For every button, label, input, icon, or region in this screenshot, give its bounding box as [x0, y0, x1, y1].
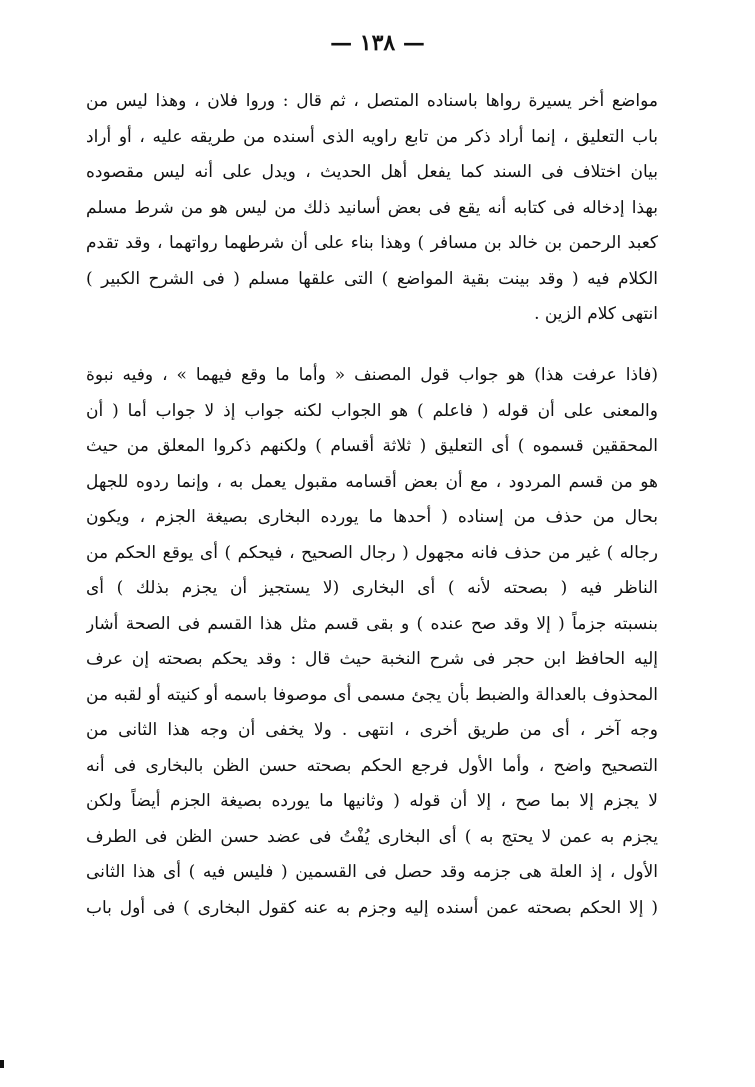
- paragraph-1: [86, 84, 658, 333]
- text-line: بيان اختلاف فى السند كما يفعل أهل الحديث ، ويدل على أنه ليس مقصوده: [86, 162, 658, 182]
- text-line: لا يجزم إلا بما صح ، إلا أن قوله ( وثانيها ما يورده بصيغة الجزم أيضاً ولكن: [86, 791, 658, 811]
- text-line: رجاله ) غير من حذف فانه مجهول ( رجال الصحيح ، فيحكم ) أى يوقع الحكم من: [86, 542, 658, 563]
- text-line: الكلام فيه ( وقد بينت بقية المواضع ) التى علقها مسلم ( فى الشرح الكبير ): [86, 268, 658, 289]
- text-line: الناظر فيه ( بصحته لأنه ) أى البخارى (لا يستجيز أن يجزم بذلك ) أى: [86, 578, 658, 598]
- text-line: كعبد الرحمن بن خالد بن مسافر ) وهذا بناء على أن شرطهما رواتهما ، وقد تقدم: [86, 233, 658, 253]
- text-line: الأول ، إذ العلة هى جزمه وقد حصل فى القسمين ( فليس فيه ) أى هذا الثانى: [86, 862, 658, 882]
- text-line: التصحيح واضح ، وأما الأول فرجع الحكم بصحته حسن الظن بالبخارى فى أنه: [86, 755, 658, 776]
- text-line: مواضع أخر يسيرة رواها باسناده المتصل ، ثم قال : وروا فلان ، وهذا ليس من: [86, 91, 658, 111]
- text-line: هو من قسم المردود ، مع أن بعض أقسامه مقبول يعمل به ، وإنما ردوه للجهل: [86, 471, 658, 492]
- text-line: بحال من حذف من إسناده ( أحدها ما يورده البخارى بصيغة الجزم ، ويكون: [86, 507, 658, 527]
- text-line: باب التعليق ، إنما أراد ذكر من تابع راويه الذى أسنده من طريقه عليه ، أو أراد: [86, 126, 658, 147]
- text-line: بهذا إدخاله فى كتابه أنه يقع فى بعض أسانيد ذلك من ليس هو من شرط مسلم: [86, 197, 658, 218]
- text-line: (فاذا عرفت هذا) هو جواب قول المصنف « وأما ما وقع فيهما » ، وفيه نبوة: [86, 365, 658, 385]
- text-line: والمعنى على أن قوله ( فاعلم ) هو الجواب لكنه جواب إذ لا جواب أما ( أن: [86, 400, 658, 421]
- margin-mark: [0, 1060, 4, 1068]
- text-line: يجزم به عمن لا يحتج به ) أى البخارى يُفْتُ فى عضد حسن الظن فى الطرف: [86, 826, 658, 847]
- text-line: المحققين قسموه ) أى التعليق ( ثلاثة أقسام ) ولكنهم ذكروا المعلق من حيث: [86, 436, 658, 456]
- text-line: إليه الحافظ ابن حجر فى شرح النخبة حيث قال : وقد يحكم بصحته إن عرف: [86, 649, 658, 669]
- text-line: المحذوف بالعدالة والضبط بأن يجئ مسمى أى موصوفا باسمه أو كنيته أو لقبه من: [86, 684, 658, 705]
- text-line: وجه آخر ، أى من طريق أخرى ، انتهى . ولا يخفى أن وجه هذا الثانى من: [86, 720, 658, 740]
- paragraph-2: [86, 358, 658, 926]
- text-line: ( إلا الحكم بصحته عمن أسنده إليه وجزم به عنه كقول البخارى ) فى أول باب: [86, 897, 658, 918]
- text-line: بنسبته جزماً ( إلا وقد صح عنده ) و بقى قسم مثل هذا القسم فى الصحة أشار: [86, 613, 658, 634]
- text-line: انتهى كلام الزين .: [534, 304, 658, 324]
- page-number: — ١٣٨ —: [330, 30, 425, 56]
